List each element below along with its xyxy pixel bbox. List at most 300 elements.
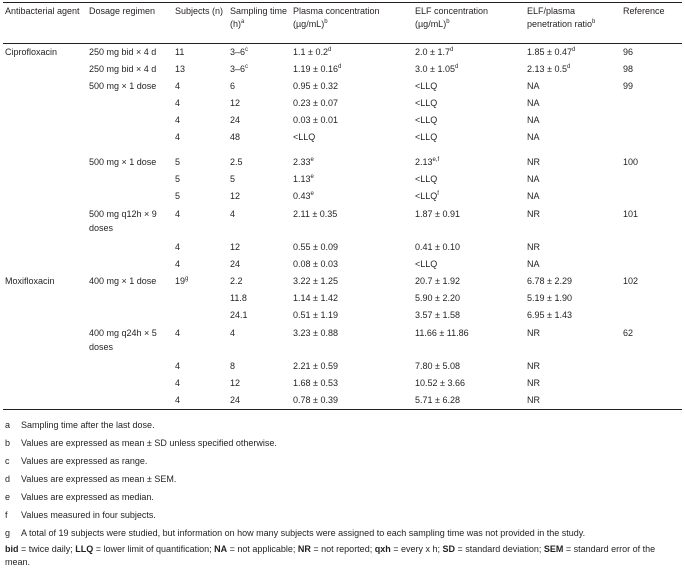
cell-ratio [525, 129, 621, 146]
cell-subjects-text: 4 [175, 242, 181, 252]
cell-subjects-footnote-mark: g [185, 276, 189, 282]
cell-dosage [87, 78, 173, 95]
cell-subjects [173, 129, 228, 146]
abbreviation-term: NR [297, 544, 311, 554]
cell-ratio [525, 239, 621, 256]
footnote-text: Values are expressed as range. [21, 456, 148, 466]
cell-dosage [87, 112, 173, 129]
table-row [3, 239, 682, 256]
cell-plasma-text: 0.95 ± 0.32 [293, 81, 338, 91]
cell-sampling-time-footnote-mark: c [245, 47, 249, 53]
cell-ratio [525, 95, 621, 112]
cell-subjects [173, 61, 228, 78]
cell-elf [413, 95, 525, 112]
cell-sampling-time [228, 205, 291, 239]
cell-dosage [87, 273, 173, 290]
cell-subjects [173, 44, 228, 62]
table-row [3, 358, 682, 375]
cell-subjects-text: 5 [175, 174, 181, 184]
column-header-7 [621, 3, 682, 44]
footnote-mark: e [5, 492, 11, 502]
cell-reference [621, 188, 682, 205]
cell-plasma-text: <LLQ [293, 132, 316, 142]
cell-dosage [87, 290, 173, 307]
cell-ratio [525, 78, 621, 95]
footnote [3, 524, 682, 542]
cell-plasma [291, 61, 413, 78]
cell-reference [621, 44, 682, 62]
cell-ratio [525, 358, 621, 375]
cell-plasma-text: 3.22 ± 1.25 [293, 276, 338, 286]
cell-dosage [87, 205, 173, 239]
cell-ratio-text: 1.85 ± 0.47 [527, 47, 572, 57]
column-header-2 [173, 3, 228, 44]
cell-plasma-text: 2.33 [293, 157, 311, 167]
cell-reference-text: 62 [623, 328, 634, 338]
cell-ratio-text: NA [527, 259, 540, 269]
cell-plasma-text: 0.55 ± 0.09 [293, 242, 338, 252]
cell-elf [413, 205, 525, 239]
cell-dosage [87, 171, 173, 188]
cell-ratio-text: NA [527, 115, 540, 125]
cell-subjects [173, 307, 228, 324]
cell-plasma-text: 0.23 ± 0.07 [293, 98, 338, 108]
cell-agent [3, 44, 87, 62]
cell-elf-text: 3.57 ± 1.58 [415, 310, 460, 320]
cell-plasma-text: 0.51 ± 1.19 [293, 310, 338, 320]
cell-subjects [173, 290, 228, 307]
cell-subjects-text: 4 [175, 81, 181, 91]
cell-plasma-text: 1.13 [293, 174, 311, 184]
cell-subjects [173, 256, 228, 273]
cell-plasma [291, 324, 413, 358]
cell-subjects [173, 392, 228, 410]
table-row [3, 146, 682, 171]
cell-reference [621, 61, 682, 78]
cell-ratio [525, 188, 621, 205]
cell-ratio-text: NR [527, 361, 540, 371]
cell-reference [621, 146, 682, 171]
cell-sampling-time [228, 392, 291, 410]
cell-subjects [173, 273, 228, 290]
cell-reference [621, 324, 682, 358]
cell-dosage-text: 250 mg bid × 4 d [89, 64, 157, 74]
cell-plasma [291, 307, 413, 324]
table-row [3, 273, 682, 290]
footnote [3, 434, 682, 452]
cell-elf-text: <LLQ [415, 132, 438, 142]
footnote-mark: c [5, 456, 10, 466]
column-header-5-text: ELF concentration (µg/mL) [415, 6, 489, 29]
cell-ratio-text: NA [527, 81, 540, 91]
column-header-6 [525, 3, 621, 44]
table-row [3, 112, 682, 129]
cell-elf-text: 0.41 ± 0.10 [415, 242, 460, 252]
cell-sampling-time [228, 290, 291, 307]
column-header-6-footnote-mark: b [592, 19, 596, 25]
cell-elf [413, 256, 525, 273]
cell-subjects-text: 4 [175, 361, 181, 371]
cell-reference-text: 101 [623, 209, 639, 219]
cell-subjects [173, 324, 228, 358]
cell-elf [413, 375, 525, 392]
cell-elf-text: 5.71 ± 6.28 [415, 395, 460, 405]
cell-sampling-time-footnote-mark: c [245, 64, 249, 70]
table-row [3, 205, 682, 239]
cell-dosage [87, 188, 173, 205]
cell-subjects [173, 95, 228, 112]
cell-sampling-time [228, 273, 291, 290]
cell-elf [413, 358, 525, 375]
cell-plasma [291, 95, 413, 112]
cell-ratio [525, 324, 621, 358]
cell-subjects-text: 11 [175, 47, 185, 57]
cell-elf [413, 273, 525, 290]
cell-sampling-time-text: 12 [230, 191, 241, 201]
cell-sampling-time [228, 324, 291, 358]
cell-reference [621, 112, 682, 129]
cell-reference [621, 239, 682, 256]
cell-sampling-time [228, 358, 291, 375]
cell-dosage [87, 358, 173, 375]
cell-agent [3, 61, 87, 78]
cell-agent [3, 129, 87, 146]
cell-plasma-text: 1.19 ± 0.16 [293, 64, 338, 74]
cell-ratio [525, 205, 621, 239]
cell-plasma-text: 1.14 ± 1.42 [293, 293, 338, 303]
cell-reference [621, 171, 682, 188]
cell-elf-text: <LLQ [415, 115, 438, 125]
cell-dosage [87, 375, 173, 392]
cell-ratio-text: NR [527, 242, 540, 252]
table-row [3, 392, 682, 410]
cell-ratio-text: 5.19 ± 1.90 [527, 293, 572, 303]
cell-agent [3, 392, 87, 410]
cell-sampling-time-text: 12 [230, 378, 241, 388]
penetration-table [3, 2, 682, 410]
abbreviation-definition: = every x h; [390, 544, 443, 554]
cell-elf-footnote-mark: d [449, 47, 454, 53]
cell-ratio [525, 44, 621, 62]
table-row [3, 44, 682, 62]
cell-sampling-time-text: 24.1 [230, 310, 248, 320]
column-header-5-footnote-mark: b [446, 19, 450, 25]
cell-reference [621, 392, 682, 410]
abbreviation-term: SEM [543, 544, 564, 554]
cell-elf-text: 5.90 ± 2.20 [415, 293, 460, 303]
footnote-mark: d [5, 474, 11, 484]
cell-agent [3, 95, 87, 112]
cell-ratio [525, 307, 621, 324]
document [3, 2, 682, 569]
cell-ratio [525, 375, 621, 392]
cell-plasma [291, 375, 413, 392]
cell-reference [621, 95, 682, 112]
cell-sampling-time [228, 78, 291, 95]
cell-agent [3, 239, 87, 256]
abbreviation-term: qxh [374, 544, 391, 554]
column-header-2-text: Subjects (n) [175, 6, 224, 16]
footnote [3, 416, 682, 434]
abbreviation-legend [3, 543, 682, 569]
cell-sampling-time-text: 3–6 [230, 64, 246, 74]
cell-plasma [291, 146, 413, 171]
footnote-text: Values are expressed as median. [21, 492, 154, 502]
cell-reference [621, 375, 682, 392]
cell-ratio [525, 112, 621, 129]
cell-plasma-text: 2.21 ± 0.59 [293, 361, 338, 371]
cell-elf-text: 1.87 ± 0.91 [415, 209, 460, 219]
cell-elf [413, 239, 525, 256]
cell-reference-text: 98 [623, 64, 634, 74]
cell-agent [3, 112, 87, 129]
cell-reference [621, 205, 682, 239]
cell-sampling-time [228, 129, 291, 146]
cell-dosage [87, 392, 173, 410]
cell-elf-text: <LLQ [415, 191, 438, 201]
cell-sampling-time-text: 24 [230, 395, 241, 405]
cell-elf-text: 7.80 ± 5.08 [415, 361, 460, 371]
cell-reference [621, 290, 682, 307]
cell-subjects [173, 171, 228, 188]
footnote-mark: b [5, 438, 11, 448]
cell-ratio-text: 6.95 ± 1.43 [527, 310, 572, 320]
cell-reference-text: 100 [623, 157, 639, 167]
footnote-text: Sampling time after the last dose. [21, 420, 155, 430]
footnote-text: Values are expressed as mean ± SEM. [21, 474, 177, 484]
cell-ratio [525, 273, 621, 290]
cell-sampling-time [228, 61, 291, 78]
cell-dosage [87, 307, 173, 324]
cell-dosage [87, 61, 173, 78]
cell-ratio-text: NR [527, 395, 540, 405]
cell-sampling-time-text: 3–6 [230, 47, 246, 57]
column-header-4 [291, 3, 413, 44]
cell-elf-text: 2.13 [415, 157, 433, 167]
cell-plasma-footnote-mark: e [310, 191, 314, 197]
table-row [3, 324, 682, 358]
table-row [3, 290, 682, 307]
cell-plasma-text: 0.08 ± 0.03 [293, 259, 338, 269]
cell-elf-text: <LLQ [415, 259, 438, 269]
cell-subjects-text: 4 [175, 115, 181, 125]
cell-plasma [291, 78, 413, 95]
cell-ratio-text: NA [527, 98, 540, 108]
cell-agent [3, 273, 87, 290]
cell-ratio-text: NR [527, 328, 540, 338]
cell-dosage-text: 500 mg q12h × 9 doses [89, 209, 157, 233]
cell-reference [621, 78, 682, 95]
cell-sampling-time-text: 24 [230, 259, 241, 269]
column-header-6-text: ELF/plasma penetration ratio [527, 6, 593, 29]
cell-ratio-text: NA [527, 174, 540, 184]
abbreviation-definition: = not reported; [310, 544, 375, 554]
cell-ratio-footnote-mark: d [566, 64, 571, 70]
cell-ratio [525, 146, 621, 171]
cell-subjects-text: 4 [175, 259, 181, 269]
cell-sampling-time [228, 171, 291, 188]
cell-dosage [87, 324, 173, 358]
cell-subjects-text: 4 [175, 98, 181, 108]
cell-plasma [291, 392, 413, 410]
abbreviation-term: SD [442, 544, 456, 554]
cell-agent [3, 205, 87, 239]
abbreviation-term: LLQ [75, 544, 94, 554]
cell-plasma-text: 0.43 [293, 191, 311, 201]
abbreviation-definition: = standard error of the mean. [5, 544, 656, 567]
cell-reference-text: 96 [623, 47, 634, 57]
cell-subjects [173, 375, 228, 392]
cell-elf [413, 129, 525, 146]
cell-plasma-text: 1.68 ± 0.53 [293, 378, 338, 388]
column-header-1-text: Dosage regimen [89, 6, 156, 16]
cell-subjects [173, 146, 228, 171]
cell-subjects-text: 13 [175, 64, 186, 74]
footnote-mark: a [5, 420, 11, 430]
cell-sampling-time [228, 146, 291, 171]
cell-elf-text: 10.52 ± 3.66 [415, 378, 465, 388]
cell-sampling-time-text: 6 [230, 81, 236, 91]
cell-ratio [525, 61, 621, 78]
cell-sampling-time-text: 8 [230, 361, 236, 371]
cell-sampling-time [228, 44, 291, 62]
footnote [3, 506, 682, 524]
cell-ratio-text: NA [527, 191, 540, 201]
cell-elf [413, 146, 525, 171]
cell-sampling-time [228, 112, 291, 129]
cell-plasma [291, 44, 413, 62]
cell-agent-text: Ciprofloxacin [5, 47, 58, 57]
cell-subjects-text: 19 [175, 276, 186, 286]
cell-subjects [173, 239, 228, 256]
table-row [3, 188, 682, 205]
cell-plasma [291, 358, 413, 375]
cell-sampling-time-text: 48 [230, 132, 241, 142]
abbreviation-definition: = not applicable; [227, 544, 298, 554]
cell-ratio-text: 6.78 ± 2.29 [527, 276, 572, 286]
cell-plasma-footnote-mark: d [327, 47, 332, 53]
cell-dosage [87, 256, 173, 273]
table-row [3, 171, 682, 188]
column-header-7-text: Reference [623, 6, 665, 16]
cell-reference [621, 256, 682, 273]
cell-plasma [291, 112, 413, 129]
column-header-1 [87, 3, 173, 44]
cell-subjects [173, 188, 228, 205]
cell-plasma-footnote-mark: d [337, 64, 342, 70]
abbreviation-definition: = lower limit of quantification; [93, 544, 215, 554]
cell-sampling-time [228, 95, 291, 112]
cell-ratio-text: NR [527, 209, 540, 219]
cell-elf-text: 20.7 ± 1.92 [415, 276, 460, 286]
cell-plasma [291, 129, 413, 146]
cell-subjects [173, 205, 228, 239]
cell-subjects [173, 78, 228, 95]
table-body [3, 44, 682, 410]
cell-dosage [87, 129, 173, 146]
cell-plasma [291, 188, 413, 205]
cell-sampling-time [228, 239, 291, 256]
cell-agent [3, 146, 87, 171]
cell-dosage-text: 400 mg q24h × 5 doses [89, 328, 157, 352]
cell-elf [413, 290, 525, 307]
cell-elf [413, 44, 525, 62]
footnotes [3, 416, 682, 542]
cell-sampling-time-text: 4 [230, 209, 236, 219]
column-header-4-text: Plasma concentration (µg/mL) [293, 6, 380, 29]
cell-elf-footnote-mark: d [454, 64, 459, 70]
cell-subjects-text: 4 [175, 378, 181, 388]
column-header-0 [3, 3, 87, 44]
column-header-0-text: Antibacterial agent [5, 6, 80, 16]
cell-agent [3, 78, 87, 95]
cell-reference [621, 273, 682, 290]
cell-ratio [525, 171, 621, 188]
footnote-text: Values measured in four subjects. [21, 510, 156, 520]
cell-reference [621, 358, 682, 375]
cell-ratio [525, 392, 621, 410]
cell-subjects-text: 5 [175, 191, 181, 201]
cell-sampling-time-text: 12 [230, 242, 241, 252]
table-row [3, 78, 682, 95]
cell-agent [3, 256, 87, 273]
cell-sampling-time-text: 24 [230, 115, 241, 125]
cell-elf [413, 61, 525, 78]
cell-plasma [291, 239, 413, 256]
cell-plasma [291, 273, 413, 290]
cell-sampling-time-text: 2.5 [230, 157, 243, 167]
cell-elf-text: 3.0 ± 1.05 [415, 64, 455, 74]
cell-elf [413, 78, 525, 95]
column-header-3-footnote-mark: a [241, 19, 245, 25]
column-header-3-text: Sampling time (h) [230, 6, 288, 29]
cell-elf [413, 112, 525, 129]
cell-subjects-text: 4 [175, 209, 181, 219]
cell-ratio-text: NR [527, 157, 540, 167]
cell-sampling-time [228, 256, 291, 273]
cell-agent [3, 188, 87, 205]
cell-agent-text: Moxifloxacin [5, 276, 55, 286]
cell-elf-text: 2.0 ± 1.7 [415, 47, 450, 57]
cell-plasma-text: 0.78 ± 0.39 [293, 395, 338, 405]
cell-dosage-text: 500 mg × 1 dose [89, 157, 157, 167]
cell-ratio-text: 2.13 ± 0.5 [527, 64, 567, 74]
cell-elf-text: <LLQ [415, 174, 438, 184]
cell-subjects-text: 5 [175, 157, 181, 167]
cell-sampling-time [228, 307, 291, 324]
cell-sampling-time [228, 188, 291, 205]
cell-dosage-text: 250 mg bid × 4 d [89, 47, 157, 57]
footnote-mark: f [5, 510, 8, 520]
abbreviation-definition: = standard deviation; [455, 544, 544, 554]
cell-elf-text: <LLQ [415, 81, 438, 91]
cell-plasma-footnote-mark: e [310, 174, 314, 180]
cell-reference [621, 307, 682, 324]
cell-subjects [173, 358, 228, 375]
cell-plasma-text: 0.03 ± 0.01 [293, 115, 338, 125]
cell-subjects-text: 4 [175, 395, 181, 405]
cell-agent [3, 324, 87, 358]
cell-agent [3, 290, 87, 307]
abbreviation-definition: = twice daily; [18, 544, 76, 554]
footnote [3, 452, 682, 470]
cell-agent [3, 307, 87, 324]
cell-plasma [291, 205, 413, 239]
cell-ratio [525, 256, 621, 273]
table-row [3, 256, 682, 273]
cell-reference [621, 129, 682, 146]
cell-plasma [291, 290, 413, 307]
